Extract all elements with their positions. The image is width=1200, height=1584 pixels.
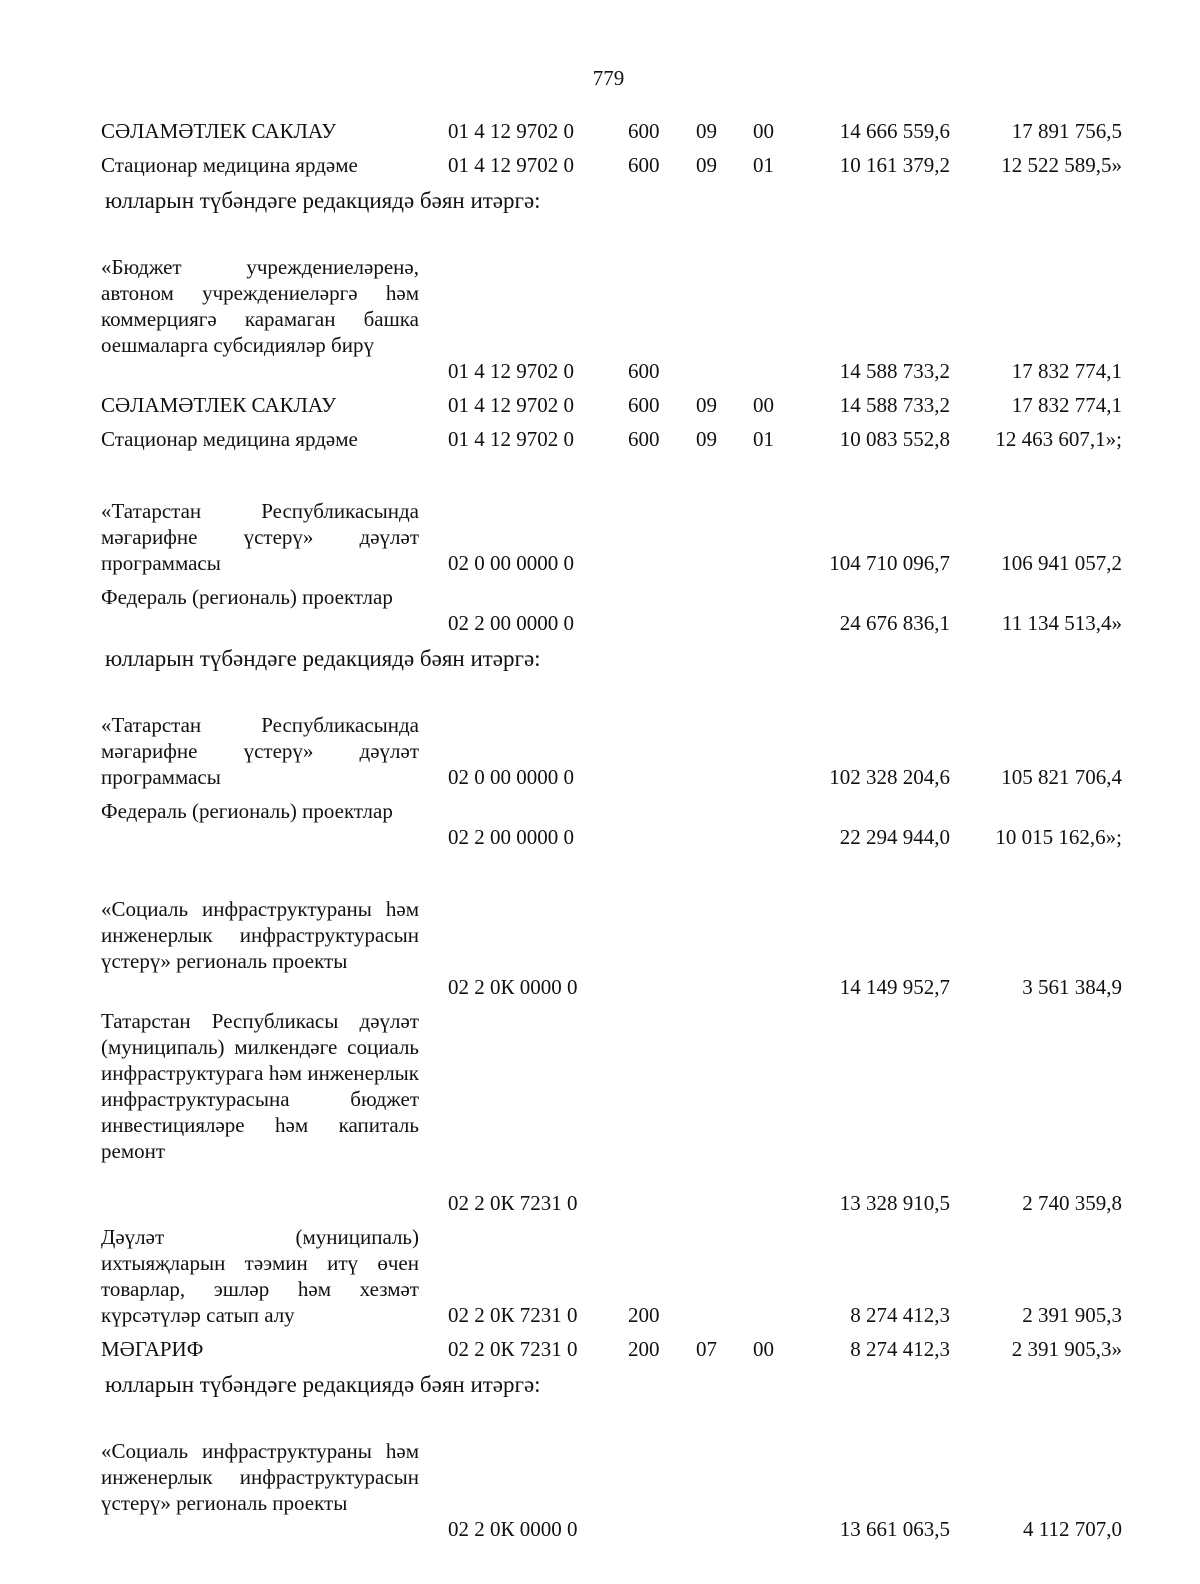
row-year2: 12 463 607,1»;	[995, 427, 1122, 451]
table-row	[0, 498, 1200, 576]
row-code: 02 2 0К 7231 0	[448, 1191, 578, 1215]
row-label: «Социаль инфраструктураны һәм инженерлык инфраструктурасын үстерү» региональ проекты	[101, 897, 419, 973]
row-code: 02 2 0К 7231 0	[448, 1337, 578, 1361]
row-label: «Татарстан Республикасында мәгарифне үстерү» дәүләт программасы	[101, 499, 419, 575]
row-year1: 8 274 412,3	[850, 1337, 950, 1361]
instruction-heading: юлларын түбәндәге редакциядә бәян итәргә:	[105, 1372, 541, 1397]
table-row	[0, 392, 1200, 418]
row-year2: 4 112 707,0	[1023, 1517, 1122, 1541]
table-row	[0, 712, 1200, 790]
row-pr: 00	[753, 119, 774, 143]
row-year2: 105 821 706,4	[1001, 765, 1122, 789]
row-label: Стационар медицина ярдәме	[101, 427, 358, 451]
document-body	[0, 118, 1200, 1550]
table-row	[0, 1336, 1200, 1362]
instruction-heading: юлларын түбәндәге редакциядә бәян итәргә:	[105, 188, 541, 213]
row-rz: 09	[696, 393, 717, 417]
table-row	[0, 1008, 1200, 1216]
row-year2: 12 522 589,5»	[1001, 153, 1122, 177]
row-code: 01 4 12 9702 0	[448, 119, 574, 143]
table-row	[0, 1224, 1200, 1328]
row-label: МӘГАРИФ	[101, 1337, 204, 1361]
row-pr: 00	[753, 393, 774, 417]
row-year1: 10 161 379,2	[839, 153, 950, 177]
row-code: 01 4 12 9702 0	[448, 359, 574, 383]
row-vr: 600	[628, 359, 660, 383]
row-code: 02 2 0К 0000 0	[448, 1517, 578, 1541]
row-code: 01 4 12 9702 0	[448, 427, 574, 451]
row-code: 02 2 00 0000 0	[448, 825, 574, 849]
row-year1: 13 328 910,5	[839, 1191, 950, 1215]
row-year2: 3 561 384,9	[1022, 975, 1122, 999]
row-label: СӘЛАМӘТЛЕК САКЛАУ	[101, 393, 337, 417]
row-year2: 11 134 513,4»	[1002, 611, 1122, 635]
row-label: Федераль (региональ) проектлар	[101, 585, 393, 609]
row-vr: 200	[628, 1303, 660, 1327]
row-year1: 14 666 559,6	[839, 119, 950, 143]
row-year2: 2 391 905,3	[1022, 1303, 1122, 1327]
row-rz: 09	[696, 153, 717, 177]
table-row	[0, 896, 1200, 1000]
row-code: 02 0 00 0000 0	[448, 551, 574, 575]
row-year1: 14 149 952,7	[839, 975, 950, 999]
row-rz: 09	[696, 427, 717, 451]
page-number: 779	[592, 66, 625, 90]
row-label: Дәүләт (муниципаль) ихтыяҗларын тәэмин итү өчен товарлар, эшләр һәм хезмәт күрсәтүләр сатып алу	[101, 1225, 419, 1327]
row-code: 02 2 0К 7231 0	[448, 1303, 578, 1327]
row-year2: 10 015 162,6»;	[995, 825, 1122, 849]
row-code: 01 4 12 9702 0	[448, 153, 574, 177]
table-row	[0, 426, 1200, 452]
row-vr: 600	[628, 153, 660, 177]
row-vr: 600	[628, 119, 660, 143]
row-year1: 8 274 412,3	[850, 1303, 950, 1327]
row-label: Федераль (региональ) проектлар	[101, 799, 393, 823]
row-label: «Социаль инфраструктураны һәм инженерлык инфраструктурасын үстерү» региональ проекты	[101, 1439, 419, 1515]
row-year1: 102 328 204,6	[829, 765, 950, 789]
row-label: Стационар медицина ярдәме	[101, 153, 358, 177]
row-pr: 01	[753, 153, 774, 177]
row-year2: 17 891 756,5	[1011, 119, 1122, 143]
table-row	[0, 798, 1200, 850]
table-row	[0, 254, 1200, 384]
row-pr: 00	[753, 1337, 774, 1361]
row-label: «Татарстан Республикасында мәгарифне үстерү» дәүләт программасы	[101, 713, 419, 789]
row-year1: 22 294 944,0	[839, 825, 950, 849]
row-year2: 2 740 359,8	[1022, 1191, 1122, 1215]
row-code: 02 2 0К 0000 0	[448, 975, 578, 999]
row-label: «Бюджет учреждениеләренә, автоном учреждениеләргә һәм коммерциягә карамаган башка оешмаларга субсидияләр бирү	[101, 255, 419, 357]
row-label: Татарстан Республикасы дәүләт (муниципаль) милкендәге социаль инфраструктурага һәм инженерлык инфраструктурасына бюджет инвестицияләре һәм капиталь ремонт	[101, 1009, 419, 1163]
row-year1: 104 710 096,7	[829, 551, 950, 575]
instruction-heading: юлларын түбәндәге редакциядә бәян итәргә:	[105, 646, 541, 671]
row-year1: 14 588 733,2	[839, 393, 950, 417]
row-code: 02 0 00 0000 0	[448, 765, 574, 789]
row-rz: 09	[696, 119, 717, 143]
row-code: 02 2 00 0000 0	[448, 611, 574, 635]
row-vr: 600	[628, 393, 660, 417]
table-row	[0, 584, 1200, 636]
row-year1: 13 661 063,5	[839, 1517, 950, 1541]
row-code: 01 4 12 9702 0	[448, 393, 574, 417]
row-year1: 14 588 733,2	[839, 359, 950, 383]
row-year2: 2 391 905,3»	[1011, 1337, 1122, 1361]
row-vr: 600	[628, 427, 660, 451]
row-year2: 17 832 774,1	[1011, 393, 1122, 417]
row-label: СӘЛАМӘТЛЕК САКЛАУ	[101, 119, 337, 143]
row-year2: 106 941 057,2	[1001, 551, 1122, 575]
table-row	[0, 118, 1200, 144]
row-vr: 200	[628, 1337, 660, 1361]
row-year2: 17 832 774,1	[1011, 359, 1122, 383]
row-year1: 10 083 552,8	[839, 427, 950, 451]
table-row	[0, 152, 1200, 178]
row-year1: 24 676 836,1	[839, 611, 950, 635]
row-pr: 01	[753, 427, 774, 451]
row-rz: 07	[696, 1337, 717, 1361]
table-row	[0, 1438, 1200, 1542]
